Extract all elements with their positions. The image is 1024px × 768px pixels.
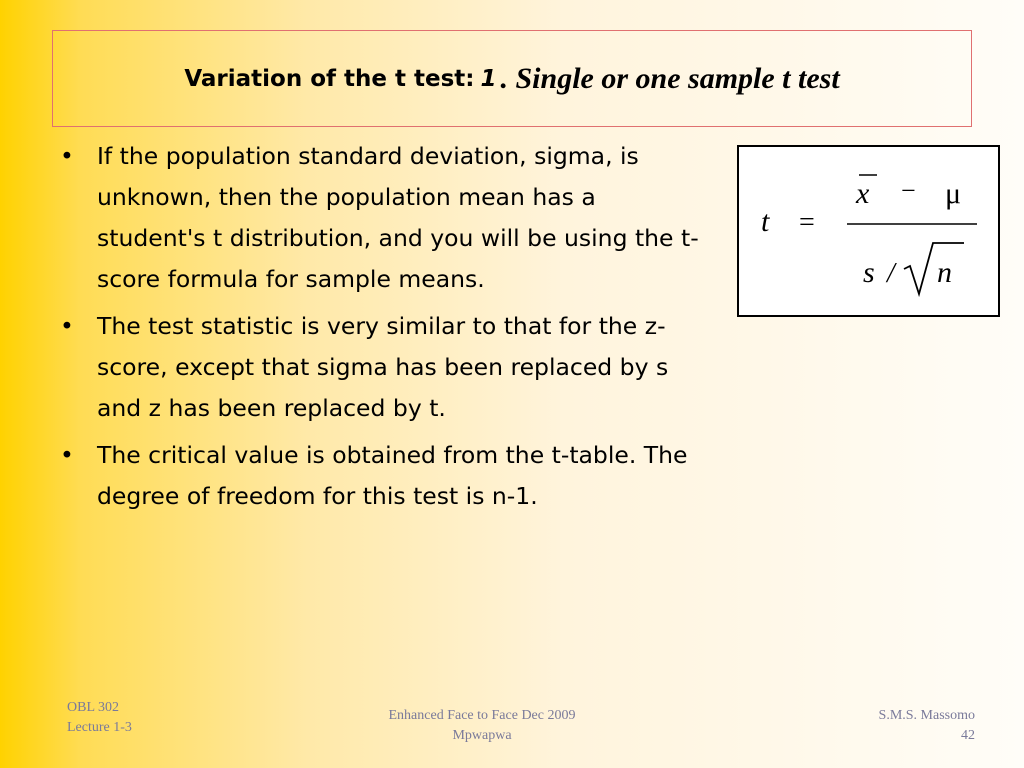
footer-author-name: S.M.S. Massomo: [878, 708, 975, 723]
footer-course-code: OBL 302: [67, 700, 119, 715]
footer-event: [352, 706, 612, 746]
formula-s: s: [863, 256, 875, 289]
bullet-item: [60, 306, 700, 429]
formula-x: x: [856, 177, 870, 210]
t-formula: [739, 147, 998, 315]
bullet-marker: •: [60, 441, 74, 469]
footer-location: Mpwapwa: [452, 728, 512, 743]
bullet-item: [60, 136, 700, 300]
footer-course: [67, 698, 132, 738]
formula-n: n: [937, 256, 952, 289]
bullet-text: The test statistic is very similar to that for the z-score, except that sigma has been replaced by s and z has been replaced by t.: [97, 312, 669, 422]
bullet-item: [60, 435, 700, 517]
formula-t: t: [761, 205, 770, 238]
bullet-list: [60, 136, 700, 523]
footer-event-name: Enhanced Face to Face Dec 2009: [388, 708, 576, 723]
bullet-text: The critical value is obtained from the t-table. The degree of freedom for this test is n-1.: [97, 441, 688, 510]
formula-equals: =: [799, 207, 815, 238]
slide-number: 42: [961, 728, 975, 743]
t-formula-box: [737, 145, 1000, 317]
bullet-marker: •: [60, 312, 74, 340]
title-box: [52, 30, 972, 127]
formula-minus: −: [901, 176, 916, 205]
formula-mu: μ: [945, 177, 962, 210]
formula-sqrt-sign: [904, 243, 964, 294]
title-text: Variation of the t test:: [184, 65, 475, 92]
footer-lecture: Lecture 1-3: [67, 720, 132, 735]
bullet-text: If the population standard deviation, sigma, is unknown, then the population mean has a student's t distribution, and you will be using the t-score formula for sample means.: [97, 142, 699, 293]
title-subtitle: . Single or one sample t test: [500, 61, 840, 95]
footer-author: [879, 706, 975, 746]
formula-slash: /: [887, 258, 895, 289]
title-number: 1: [480, 65, 497, 92]
bullet-marker: •: [60, 142, 74, 170]
